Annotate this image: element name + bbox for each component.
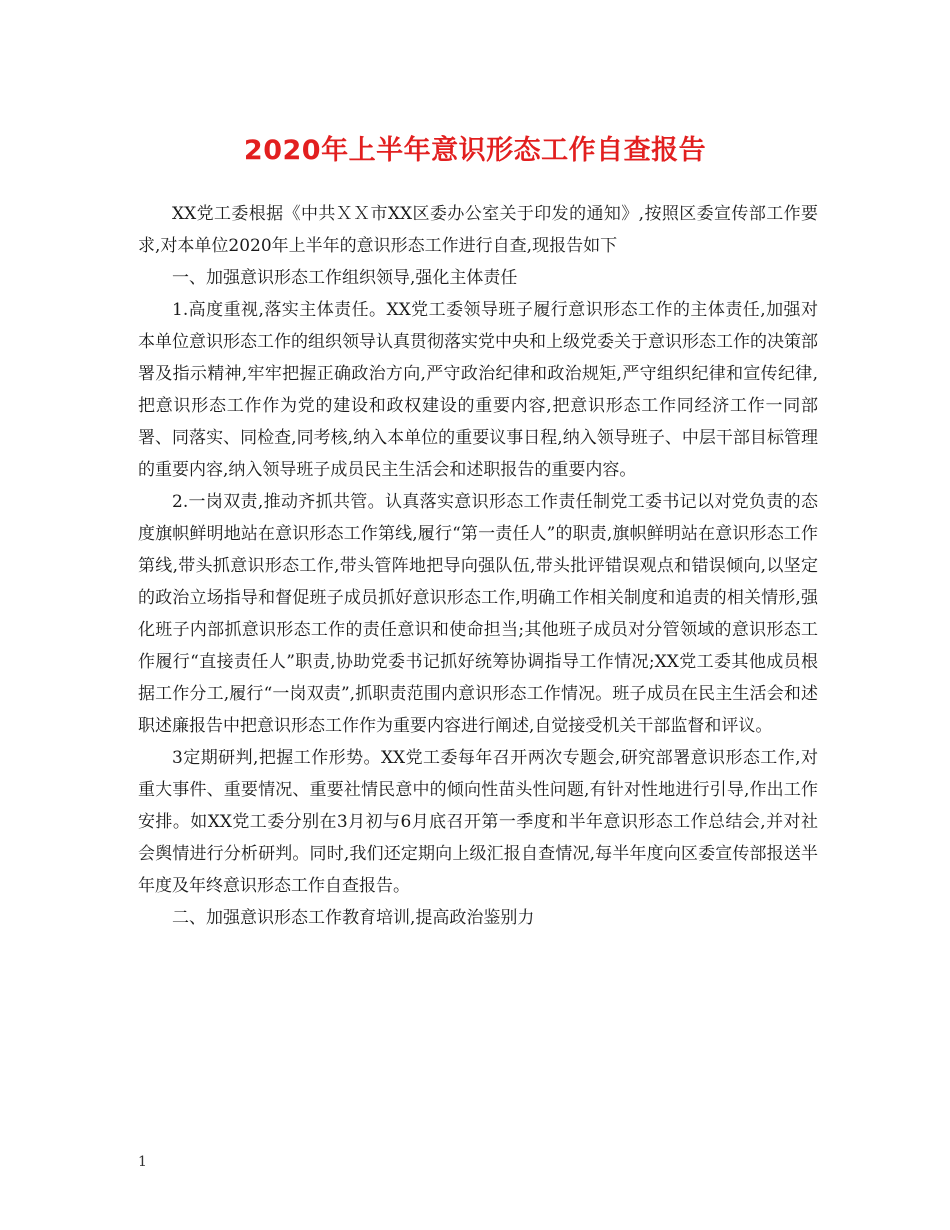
section-heading-1: 一、加强意识形态工作组织领导,强化主体责任 [172,268,518,288]
document-title: 2020年上半年意识形态工作自查报告 [243,135,707,166]
page-number: 1 [138,1154,147,1170]
intro-paragraph: XX党工委根据《中共ＸＸ市XX区委办公室关于印发的通知》,按照区委宣传部工作要求,对本单位2020年上半年的意识形态工作进行自查,现报告如下 [138,204,818,256]
paragraph-item-2: 2.一岗双责,推动齐抓共管。认真落实意识形态工作责任制党工委书记以对党负责的态度旗帜鲜明地站在意识形态工作第线,履行“第一责任人”的职责,旗帜鲜明站在意识形态工作第线,带头抓意识形态工作,带头管阵地把导向强队伍,带头批评错误观点和错误倾向,以坚定的政治立场指导和督促班子成员抓好意识形态工作,明确工作相关制度和追责的相关情形,强化班子内部抓意识形态工作的责任意识和使命担当;其他班子成员对分管领域的意识形态工作履行“直接责任人”职责,协助党委书记抓好统筹协调指导工作情况;XX党工委其他成员根据工作分工,履行“一岗双责”,抓职责范围内意识形态工作情况。班子成员在民主生活会和述职述廉报告中把意识形态工作作为重要内容进行阐述,自觉接受机关干部监督和评议。 [138,492,818,736]
document-body [138,198,818,934]
section-heading-2: 二、加强意识形态工作教育培训,提高政治鉴别力 [172,908,535,928]
paragraph-item-3: 3定期研判,把握工作形势。XX党工委每年召开两次专题会,研究部署意识形态工作,对重大事件、重要情况、重要社情民意中的倾向性苗头性问题,有针对性地进行引导,作出工作安排。如XX党工委分别在3月初与6月底召开第一季度和半年意识形态工作总结会,并对社会舆情进行分析研判。同时,我们还定期向上级汇报自查情况,每半年度向区委宣传部报送半年度及年终意识形态工作自查报告。 [138,748,818,896]
paragraph-item-1: 1.高度重视,落实主体责任。XX党工委领导班子履行意识形态工作的主体责任,加强对本单位意识形态工作的组织领导认真贯彻落实党中央和上级党委关于意识形态工作的决策部署及指示精神,牢牢把握正确政治方向,严守政治纪律和政治规矩,严守组织纪律和宣传纪律,把意识形态工作作为党的建设和政权建设的重要内容,把意识形态工作同经济工作一同部署、同落实、同检查,同考核,纳入本单位的重要议事日程,纳入领导班子、中层干部目标管理的重要内容,纳入领导班子成员民主生活会和述职报告的重要内容。 [138,300,818,480]
